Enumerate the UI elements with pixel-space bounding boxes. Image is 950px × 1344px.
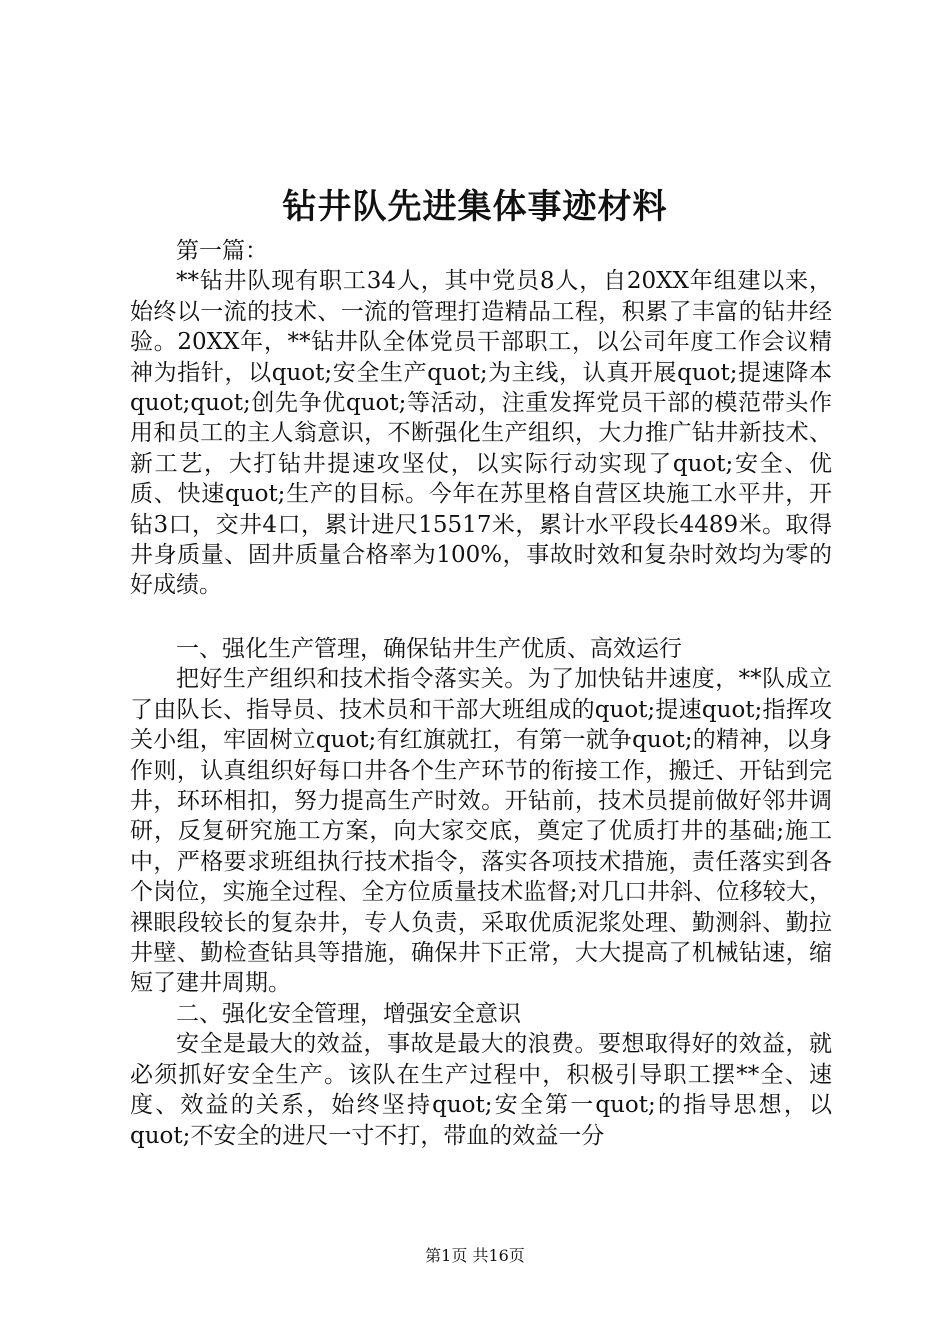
document-title: 钻井队先进集体事迹材料 [282,187,668,227]
section-2-heading: 二、强化安全管理，增强安全意识 [176,1000,521,1027]
section-2-paragraph: 安全是最大的效益，事故是最大的浪费。要想取得好的效益，就必须抓好安全生产。该队在生产过程中，积极引导职工摆**全、速度、效益的关系，始终坚持quot;安全第一quot;的指导思想，以quot;不安全的进尺一寸不打，带血的效益一分 [130,1031,832,1149]
section-1-heading: 一、强化生产管理，确保钻井生产优质、高效运行 [176,636,682,662]
page-number-footer: 第1页 共16页 [425,1246,525,1265]
part-heading: 第一篇： [176,238,268,264]
section-1-paragraph: 把好生产组织和技术指令落实关。为了加快钻井速度，**队成立了由队长、指导员、技术员和干部大班组成的quot;提速quot;指挥攻关小组，牢固树立quot;有红旗就扛，有第一就争quot;的精神，以身作则，认真组织好每口井各个生产环节的衔接工作，搬迁、开钻到完井，环环相扣，努力提高生产时效。开钻前，技术员提前做好邻井调研，反复研究施工方案，向大家交底，奠定了优质打井的基础;施工中，严格要求班组执行技术指令，落实各项技术措施，责任落实到各个岗位，实施全过程、全方位质量技术监督;对几口井斜、位移较大，裸眼段较长的复杂井，专人负责，采取优质泥浆处理、勤测斜、勤拉井壁、勤检查钻具等措施，确保井下正常，大大提高了机械钻速，缩短了建井周期。 [130,666,832,997]
document-body-part2 [130,634,832,1151]
intro-paragraph: **钻井队现有职工34人，其中党员8人，自20XX年组建以来，始终以一流的技术、一流的管理打造精品工程，积累了丰富的钻井经验。20XX年，**钻井队全体党员干部职工，以公司年度工作会议精神为指针，以quot;安全生产quot;为主线，认真开展quot;提速降本quot;quot;创先争优quot;等活动，注重发挥党员干部的模范带头作用和员工的主人翁意识，不断强化生产组织，大力推广钻井新技术、新工艺，大打钻井提速攻坚仗，以实际行动实现了quot;安全、优质、快速quot;生产的目标。今年在苏里格自营区块施工水平井，开钻3口，交井4口，累计进尺15517米，累计水平段长4489米。取得井身质量、固井质量合格率为100%，事故时效和复杂时效均为零的好成绩。 [130,268,832,599]
document-body-part1 [130,236,832,601]
